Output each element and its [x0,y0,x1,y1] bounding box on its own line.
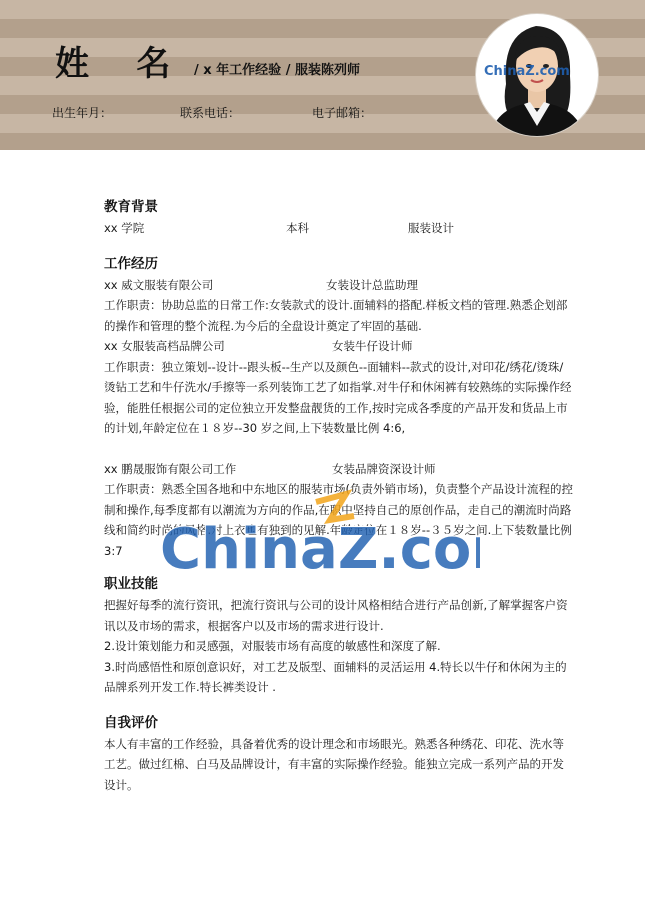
job-duty: 工作职责：协助总监的日常工作:女装款式的设计.面辅料的搭配.样板文档的管理.熟悉企划部的操作和管理的整个流程.为今后的全盘设计奠定了牢固的基础. [104,298,568,333]
headline: / x 年工作经验 / 服装陈列师 [194,63,360,78]
candidate-name: 姓 名 [55,44,171,84]
resume-body [104,196,574,795]
phone-label: 联系电话： [180,106,241,120]
watermark-text: ChinaZ.co [160,517,472,582]
job-duty: 工作职责：熟悉全国各地和中东地区的服装市场(负责外销市场)，负责整个产品设计流程的控制和操作,每季度都有以潮流为方向的作品,在职中坚持自己的原创作品，走自己的潮流时尚路线和简约时尚的风格.对上衣也有独到的见解.年龄定位在１８岁--３５岁之间.上下装数量比例 3:7 [104,482,573,558]
header-banner [0,0,645,150]
work-section [104,253,574,562]
self-evaluation-section [104,712,574,796]
job-header [104,275,574,296]
major: 服装设计 [408,221,454,235]
skill-item: 2.设计策划能力和灵感强，对服装市场有高度的敏感性和深度了解. [104,639,441,653]
skill-item: 把握好每季的流行资讯，把流行资讯与公司的设计风格相结合进行产品创新,了解掌握客户资讯以及市场的需求，根据客户以及市场的需求进行设计. [104,598,568,633]
education-row [104,218,574,239]
job-position: 女装品牌资深设计师 [332,461,436,476]
self-evaluation-text: 本人有丰富的工作经验，具备着优秀的设计理念和市场眼光。熟悉各种绣花、印花、洗水等工艺。做过红棉、白马及品牌设计，有丰富的实际操作经验。能独立完成一系列产品的开发设计。 [104,736,564,792]
email-label: 电子邮箱： [312,106,373,120]
job-company: xx 威文服装有限公司 [104,277,214,292]
degree: 本科 [286,221,309,235]
job-duty: 工作职责：独立策划--设计--跟头板--生产以及颜色--面辅料--款式的设计,对印花/绣花/烫珠/烫钻工艺和牛仔洗水/手擦等一系列装饰工艺了如指掌.对牛仔和休闲裤有较熟练的实际操作经验，能胜任根据公司的定位独立开发整盘靓货的工作,按时完成各季度的产品开发和货品上市的计划,年龄定位在１８岁--30 岁之间,上下装数量比例 4:6, [104,359,572,435]
job-company: xx 女服装高档品牌公司 [104,339,225,353]
job-position: 女装牛仔设计师 [332,339,413,353]
job-header [104,336,574,357]
education-title: 教育背景 [104,199,158,215]
skills-title: 职业技能 [104,576,158,592]
avatar [476,14,598,136]
skills-section [104,573,574,698]
work-title: 工作经历 [104,255,158,272]
avatar-watermark: ChinaZ.com [484,64,570,79]
education-section [104,196,574,239]
job-company: xx 鹏晟服饰有限公司工作 [104,461,237,476]
school: xx 学院 [104,221,145,235]
self-evaluation-title: 自我评价 [104,714,158,731]
job-position: 女装设计总监助理 [326,277,418,292]
job-header [104,459,574,480]
birth-date-label: 出生年月： [52,106,113,120]
skill-item: 3.时尚感悟性和原创意识好，对工艺及版型、面辅料的灵活运用 4.特长以牛仔和休闲为主的品牌系列开发工作.特长裤类设计 . [104,659,567,694]
